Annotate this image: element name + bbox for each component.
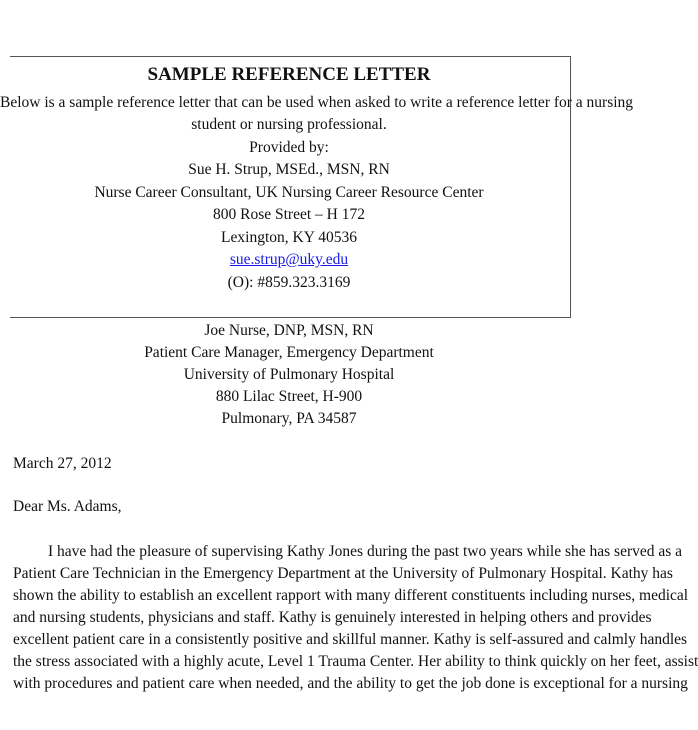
author-city: Lexington, KY 40536 — [221, 229, 357, 246]
body-line: with procedures and patient care when needed, and the ability to get the job done is exceptional for a nursing — [13, 675, 688, 692]
sender-organization: University of Pulmonary Hospital — [183, 366, 395, 383]
body-line: shown the ability to establish an excellent rapport with many different constituents including nurses, medical — [13, 587, 689, 604]
letter-salutation: Dear Ms. Adams, — [13, 498, 122, 515]
header-box-top-border — [10, 56, 571, 57]
author-address: 800 Rose Street – H 172 — [213, 206, 365, 223]
author-email-line — [0, 249, 578, 271]
author-email-link[interactable]: sue.strup@uky.edu — [229, 251, 349, 268]
sender-street: 880 Lilac Street, H-900 — [215, 388, 363, 405]
body-line: the stress associated with a highly acute, Level 1 Trauma Center. Her ability to think quickly on her feet, assist — [13, 653, 698, 670]
header-box-bottom-border — [10, 317, 571, 318]
sender-name: Joe Nurse, DNP, MSN, RN — [204, 322, 374, 339]
body-line: excellent patient care in a consistently positive and skillful manner. Kathy is self-assured and calmly handles — [13, 631, 688, 648]
body-line: and nursing students, physicians and staff. Kathy is genuinely interested in helping others and provides — [13, 609, 652, 626]
body-line: I have had the pleasure of supervising Kathy Jones during the past two years while she has served as a — [48, 543, 683, 560]
sender-position: Patient Care Manager, Emergency Department — [144, 344, 434, 361]
provided-by-label: Provided by: — [249, 139, 329, 156]
body-line: Patient Care Technician in the Emergency Department at the University of Pulmonary Hospital. Kathy has — [13, 565, 673, 582]
author-name: Sue H. Strup, MSEd., MSN, RN — [188, 161, 390, 178]
author-title: Nurse Career Consultant, UK Nursing Career Resource Center — [94, 184, 484, 201]
intro-line-2: student or nursing professional. — [191, 116, 387, 133]
intro-line-1: Below is a sample reference letter that can be used when asked to write a reference letter for a nursing — [0, 94, 634, 111]
author-phone: (O): #859.323.3169 — [227, 274, 351, 291]
sender-city: Pulmonary, PA 34587 — [221, 410, 357, 427]
document-title: SAMPLE REFERENCE LETTER — [147, 64, 431, 85]
letter-date: March 27, 2012 — [13, 455, 112, 472]
